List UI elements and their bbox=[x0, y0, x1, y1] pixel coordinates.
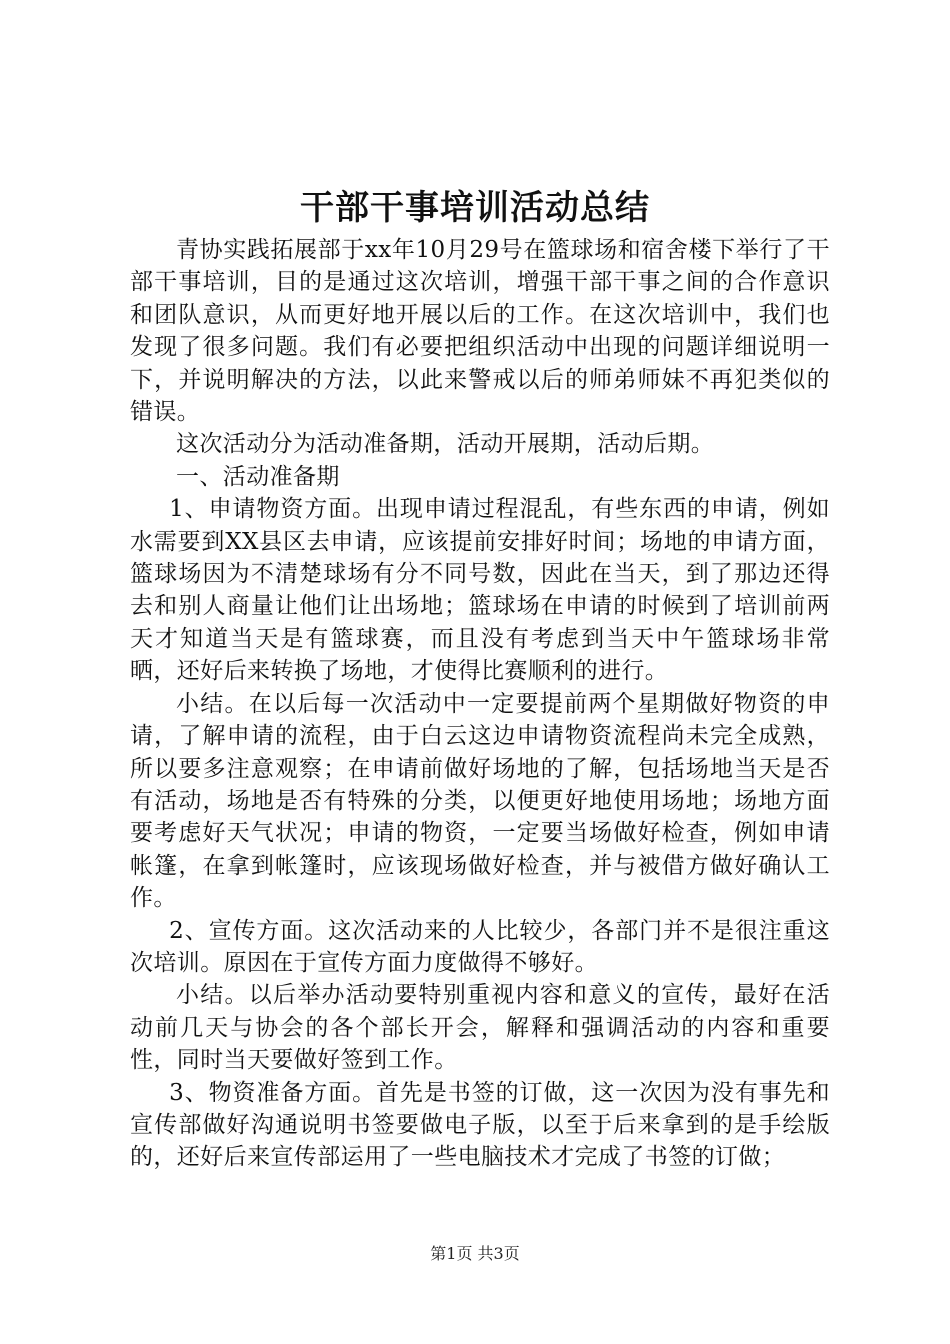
section-heading-preparation: 一、活动准备期 bbox=[176, 463, 340, 490]
document-body bbox=[130, 234, 830, 1174]
paragraph-materials-request: 1、申请物资方面。出现申请过程混乱，有些东西的申请，例如水需要到XX县区去申请，应该提前安排好时间；场地的申请方面，篮球场因为不清楚球场有分不同号数，因此在当天，到了那边还得去和别人商量让他们让出场地；篮球场在申请的时候到了培训前两天才知道当天是有篮球赛，而且没有考虑到当天中午篮球场非常晒，还好后来转换了场地，才使得比赛顺利的进行。 bbox=[130, 496, 830, 685]
paragraph-phases: 这次活动分为活动准备期，活动开展期，活动后期。 bbox=[176, 431, 715, 458]
page-footer: 第1页 共3页 bbox=[430, 1244, 520, 1263]
paragraph-intro: 青协实践拓展部于xx年10月29号在篮球场和宿舍楼下举行了干部干事培训，目的是通过这次培训，增强干部干事之间的合作意识和团队意识，从而更好地开展以后的工作。在这次培训中，我们也发现了很多问题。我们有必要把组织活动中出现的问题详细说明一下，并说明解决的方法，以此来警戒以后的师弟师妹不再犯类似的错误。 bbox=[130, 237, 830, 426]
paragraph-publicity: 2、宣传方面。这次活动来的人比较少，各部门并不是很注重这次培训。原因在于宣传方面力度做得不够好。 bbox=[130, 917, 830, 976]
paragraph-materials-prep: 3、物资准备方面。首先是书签的订做，这一次因为没有事先和宣传部做好沟通说明书签要做电子版，以至于后来拿到的是手绘版的，还好后来宣传部运用了一些电脑技术才完成了书签的订做； bbox=[130, 1079, 830, 1171]
paragraph-summary-1: 小结。在以后每一次活动中一定要提前两个星期做好物资的申请，了解申请的流程，由于白云这边申请物资流程尚未完全成熟，所以要多注意观察；在申请前做好场地的了解，包括场地当天是否有活动，场地是否有特殊的分类，以便更好地使用场地；场地方面要考虑好天气状况；申请的物资，一定要当场做好检查，例如申请帐篷，在拿到帐篷时，应该现场做好检查，并与被借方做好确认工作。 bbox=[130, 690, 830, 912]
paragraph-summary-2: 小结。以后举办活动要特别重视内容和意义的宣传，最好在活动前几天与协会的各个部长开会，解释和强调活动的内容和重要性，同时当天要做好签到工作。 bbox=[130, 982, 830, 1074]
document-title: 干部干事培训活动总结 bbox=[300, 188, 650, 228]
